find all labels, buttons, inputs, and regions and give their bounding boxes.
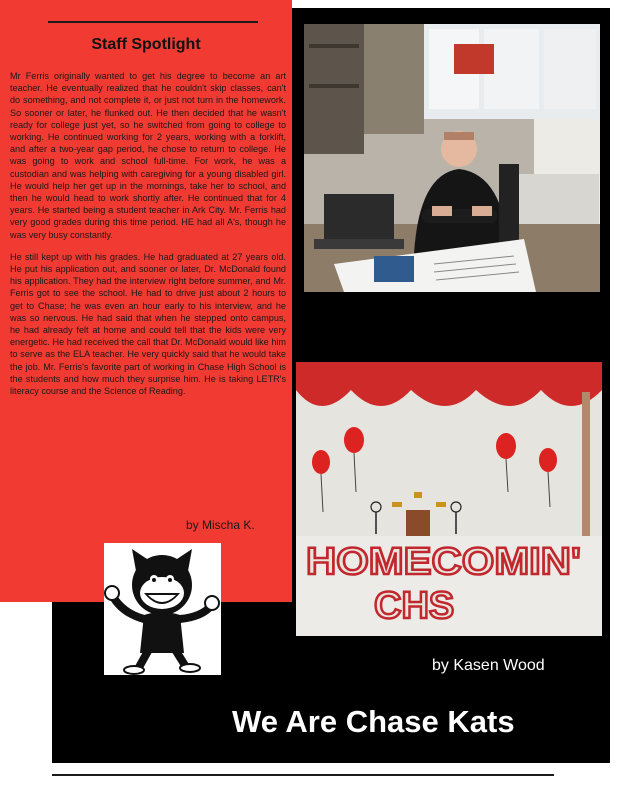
cat-icon xyxy=(104,543,221,675)
article-paragraph-1: Mr Ferris originally wanted to get his degree to become an art teacher. He eventually realized that he couldn't skip classes, can't do something, and not complete it, or just not turn in the homework. So sooner or later, he flunked out. He then decided that he wasn't ready for college just yet, so he switched from going to college to working. He continued working for 2 years, working with a forklift, and after a two-year gap period, he chose to return to college. He was going to work and school full-time. For work, he was a custodian and was helping with caregiving for a young disabled girl. He would help her get up in the mornings, take her to school, and then he would head to work shortly after. He continued that for 4 years. He started being a student teacher in Ark City. Mr. Ferris had very good grades during this time period. HE had all A's, though he was very busy constantly. xyxy=(10,71,286,240)
page-headline: We Are Chase Kats xyxy=(232,704,515,739)
top-divider xyxy=(48,21,258,23)
homecoming-drawing-illustration xyxy=(296,362,602,636)
teacher-photo xyxy=(304,24,600,292)
article-byline: by Mischa K. xyxy=(186,518,255,532)
homecoming-drawing xyxy=(296,362,602,636)
drawing-byline: by Kasen Wood xyxy=(432,657,545,674)
felix-cat-illustration xyxy=(104,543,221,675)
article-paragraph-2: He still kept up with his grades. He had graduated at 27 years old. He put his application out, and sooner or later, Dr. McDonald found his application. They had the interview right before summer, and Mr. Ferris got to see the school. He had to drive just about 2 hours to get to Chase; he was even an hour early to his interview, and he was so nervous. He had said that when he stepped onto campus, he had already felt at home and could tell that the kids were very energetic. He had received the call that Dr. McDonald would like him to serve as the ELA teacher. He very quickly said that he would take the job. Mr. Ferris's favorite part of working in Chase High School is the students and how much they surprise him. He is taking LETR's literacy course and the Science of Reading. xyxy=(10,251,286,397)
article-body xyxy=(10,70,286,407)
drawing-text-homecomin: HOMECOMIN' xyxy=(306,541,581,583)
drawing-text-chs: CHS xyxy=(374,585,455,627)
bottom-divider xyxy=(52,774,554,776)
teacher-photo-illustration xyxy=(304,24,600,292)
article-title: Staff Spotlight xyxy=(91,36,201,53)
